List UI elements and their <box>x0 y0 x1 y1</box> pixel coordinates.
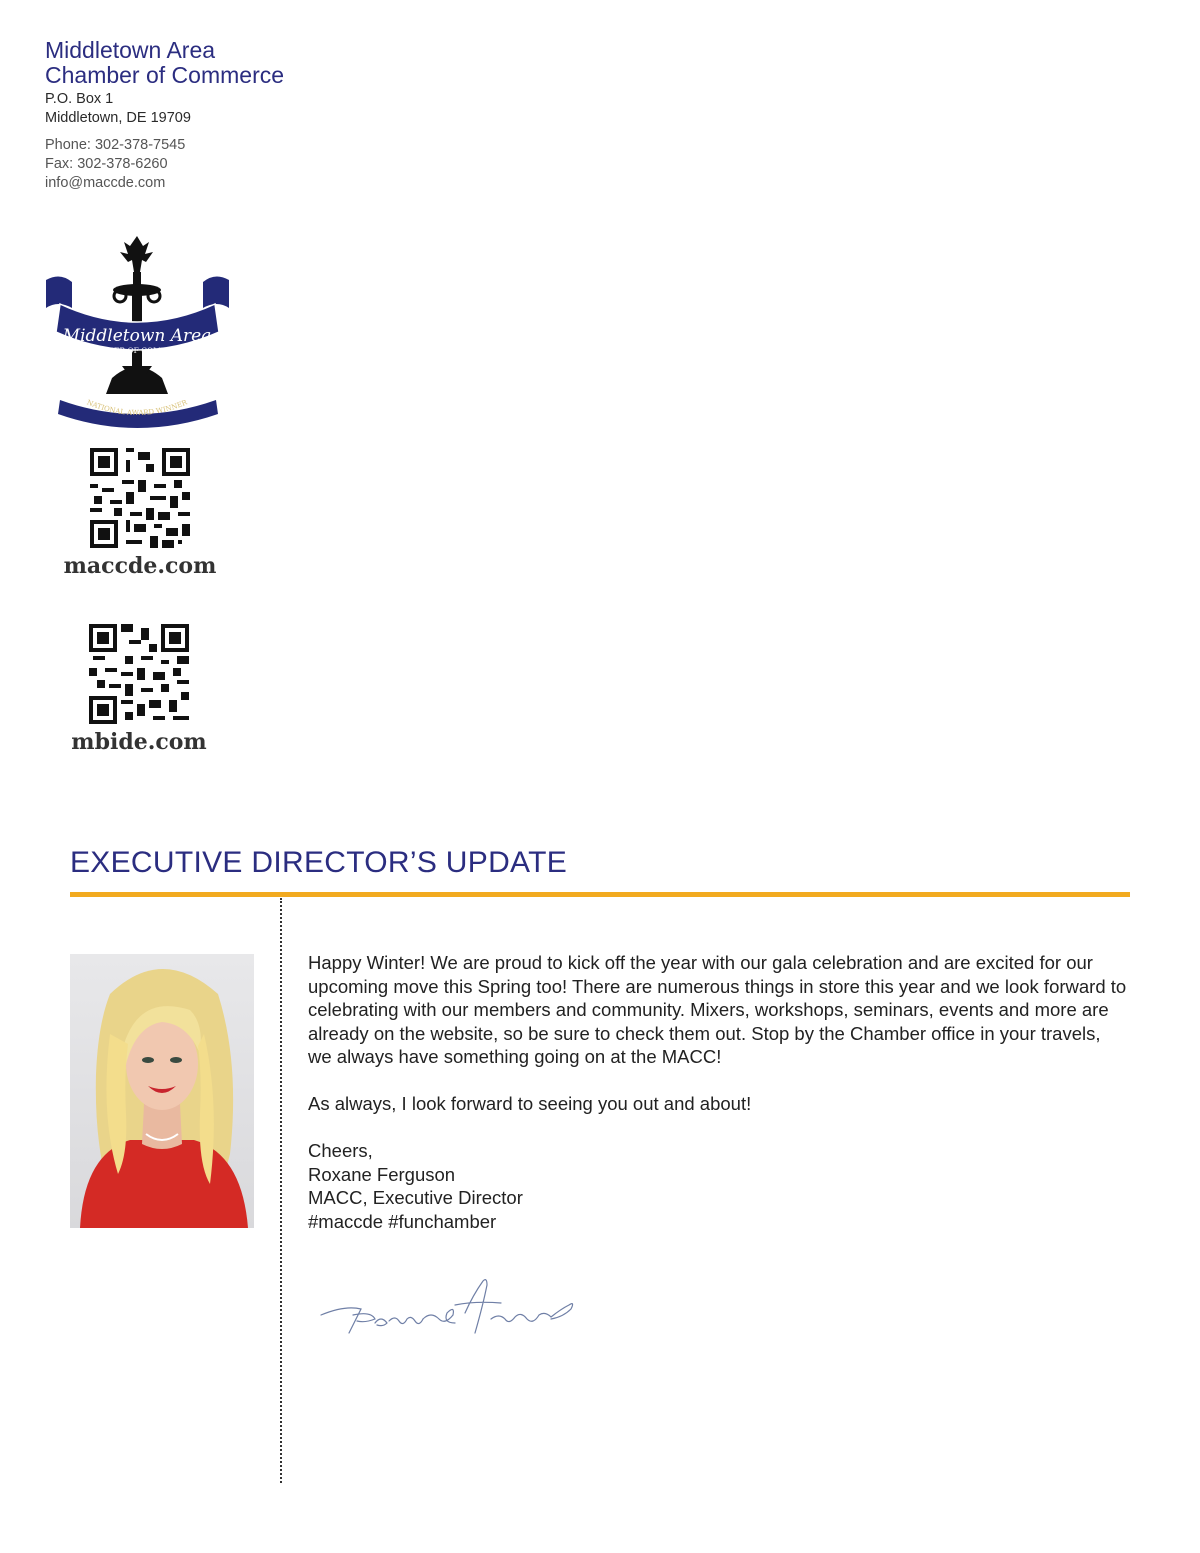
org-name-line2: Chamber of Commerce <box>45 62 285 88</box>
section-title: EXECUTIVE DIRECTOR’S UPDATE <box>70 846 568 879</box>
email-address: info@maccde.com <box>45 175 166 191</box>
qr-code-icon[interactable] <box>90 448 190 548</box>
fountain-emblem-icon <box>106 236 168 394</box>
hashtags: #maccde #funchamber <box>308 1210 497 1232</box>
org-name-line1: Middletown Area <box>45 37 216 63</box>
logo-title: Middletown Area <box>62 326 212 346</box>
handwritten-signature <box>315 1275 580 1345</box>
logo-subtitle: CHAMBER OF COMMERCE <box>83 346 191 355</box>
director-photo <box>70 954 254 1228</box>
award-label: NATIONAL AWARD WINNER <box>85 398 189 418</box>
letter-closing: Cheers, <box>308 1140 373 1161</box>
qr-code-icon[interactable] <box>89 624 189 724</box>
qr-label-maccde[interactable]: maccde.com <box>63 553 217 579</box>
qr-label-mbide[interactable]: mbide.com <box>71 729 207 755</box>
address-line2: Middletown, DE 19709 <box>45 110 191 126</box>
section-divider <box>70 892 1130 897</box>
column-divider <box>280 898 282 1483</box>
fax-number: Fax: 302-378-6260 <box>45 156 168 172</box>
address-line1: P.O. Box 1 <box>45 91 114 107</box>
phone-number: Phone: 302-378-7545 <box>45 137 186 153</box>
chamber-logo <box>40 228 235 428</box>
letter-body <box>308 951 1128 1233</box>
letter-paragraph-1: Happy Winter! We are proud to kick off the year with our gala celebration and are excited for our upcoming move this Spring too! There are numerous things in store this year and we look forward to celebrating with our members and community. Mixers, workshops, seminars, events and more are already on the website, so be sure to check them out. Stop by the Chamber office in your travels, we always have something going on at the MACC! <box>308 952 1127 1067</box>
contact-info <box>45 136 284 193</box>
signer-role: MACC, Executive Director <box>308 1187 523 1208</box>
letter-signoff <box>308 1139 1128 1233</box>
letter-paragraph-2: As always, I look forward to seeing you out and about! <box>308 1093 752 1114</box>
mailing-address <box>45 90 284 128</box>
organization-header <box>45 38 284 193</box>
signer-name: Roxane Ferguson <box>308 1163 456 1185</box>
